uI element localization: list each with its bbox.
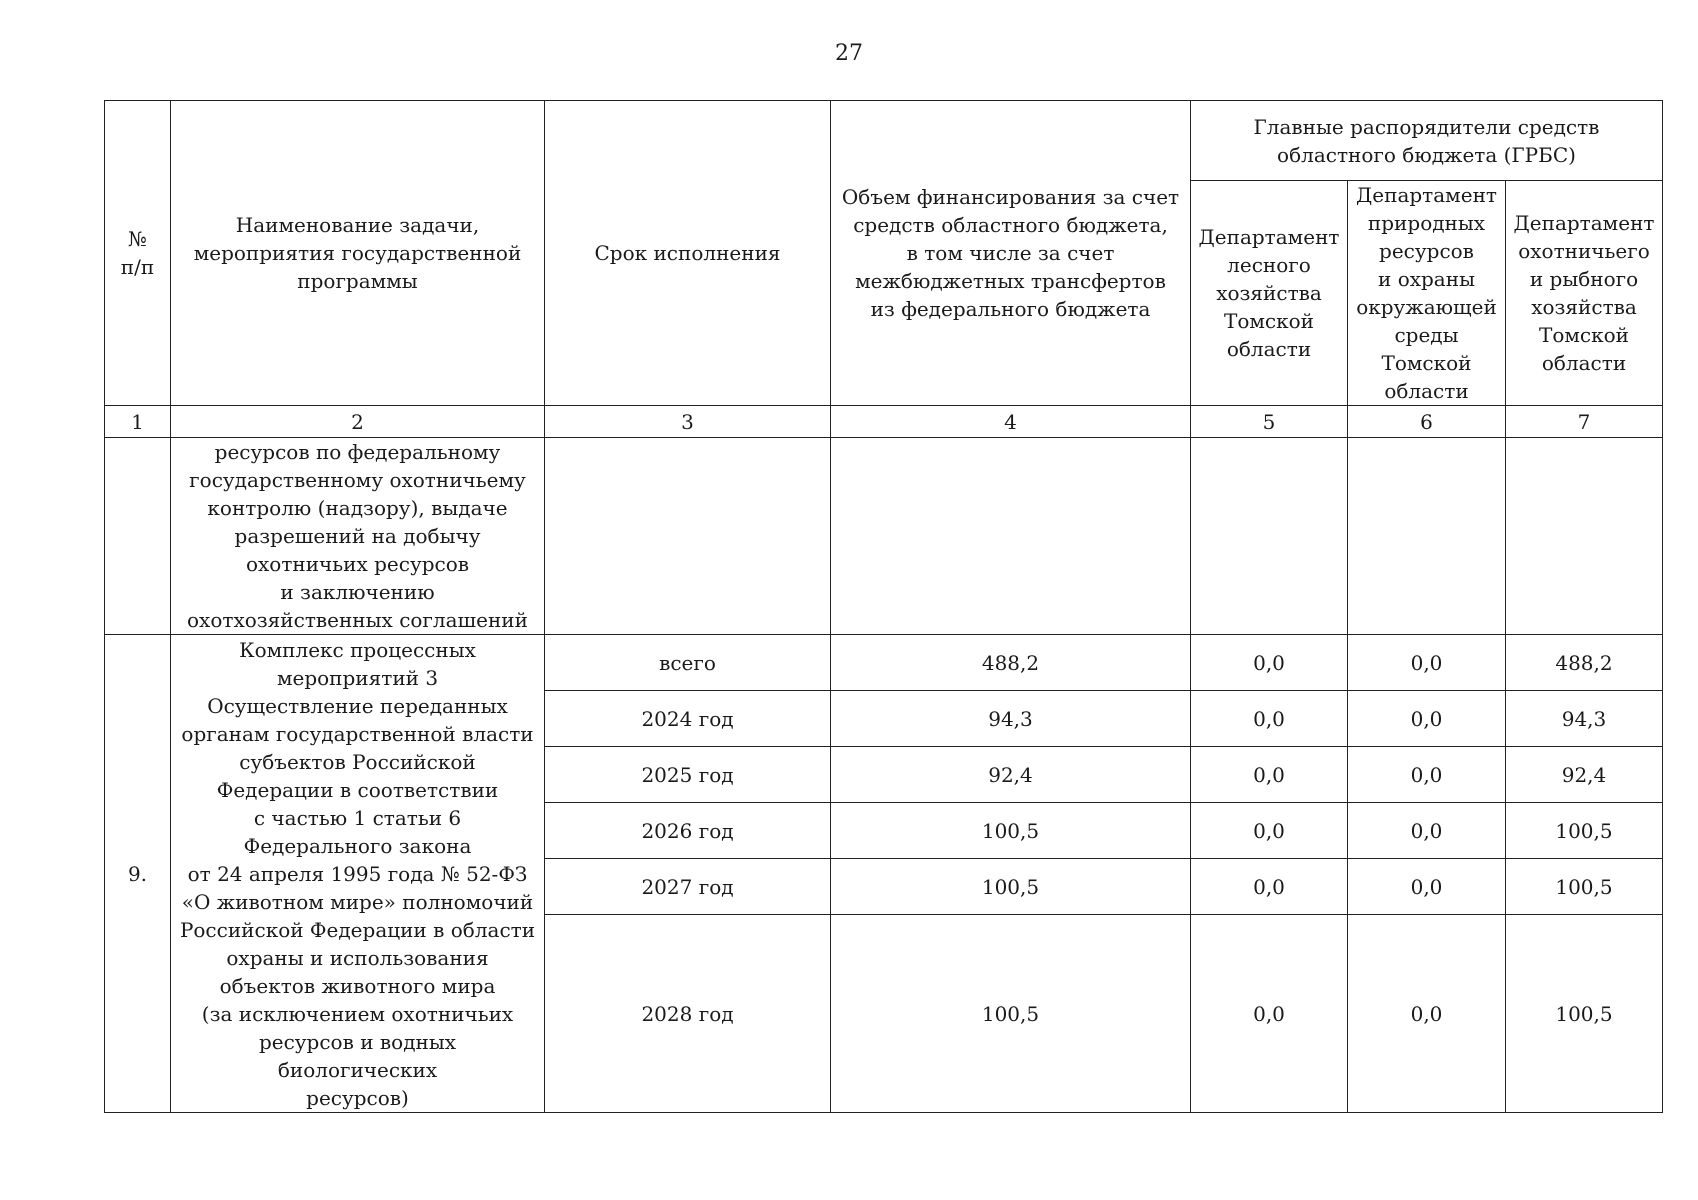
- term-cell: 2028 год: [545, 915, 831, 1113]
- header-financing-volume: Объем финансирования за счет средств областного бюджета, в том числе за счет межбюджетных трансфертов из федерального бюджета: [831, 101, 1191, 406]
- header-term: Срок исполнения: [545, 101, 831, 406]
- page-number: 27: [835, 41, 863, 66]
- nature-dept-cell: 0,0: [1348, 859, 1506, 915]
- hunting-dept-cell: 100,5: [1506, 859, 1663, 915]
- volume-cell: 94,3: [831, 691, 1191, 747]
- forest-dept-cell: 0,0: [1191, 691, 1348, 747]
- header-number: № п/п: [105, 101, 171, 406]
- continuation-number: [105, 438, 171, 635]
- term-cell: 2026 год: [545, 803, 831, 859]
- item-task-name: Комплекс процессных мероприятий 3 Осуществление переданных органам государственной власти субъектов Российской Федерации в соответствии с частью 1 статьи 6 Федерального закона от 24 апреля 1995 года № 52-ФЗ «О животном мире» полномочий Российской Федерации в области охраны и использования объектов животного мира (за исключением охотничьих ресурсов и водных биологических ресурсов): [171, 635, 545, 1113]
- header-grbs-group: Главные распорядители средств областного бюджета (ГРБС): [1191, 101, 1663, 181]
- column-number: 2: [171, 406, 545, 438]
- column-number-row: [105, 406, 1663, 438]
- hunting-dept-cell: 100,5: [1506, 803, 1663, 859]
- hunting-dept-cell: 100,5: [1506, 915, 1663, 1113]
- empty-cell: [831, 438, 1191, 635]
- budget-table: [104, 100, 1663, 1113]
- empty-cell: [1348, 438, 1506, 635]
- header-row: [105, 101, 1663, 181]
- term-cell: всего: [545, 635, 831, 691]
- empty-cell: [545, 438, 831, 635]
- column-number: 4: [831, 406, 1191, 438]
- hunting-dept-cell: 92,4: [1506, 747, 1663, 803]
- column-number: 3: [545, 406, 831, 438]
- nature-dept-cell: 0,0: [1348, 691, 1506, 747]
- column-number: 5: [1191, 406, 1348, 438]
- header-task-name: Наименование задачи, мероприятия государственной программы: [171, 101, 545, 406]
- empty-cell: [1506, 438, 1663, 635]
- term-cell: 2024 год: [545, 691, 831, 747]
- volume-cell: 100,5: [831, 915, 1191, 1113]
- table-row-total: [105, 635, 1663, 691]
- forest-dept-cell: 0,0: [1191, 803, 1348, 859]
- header-grbs-nature: Департамент природных ресурсов и охраны окружающей среды Томской области: [1348, 181, 1506, 406]
- column-number: 7: [1506, 406, 1663, 438]
- column-number: 6: [1348, 406, 1506, 438]
- volume-cell: 488,2: [831, 635, 1191, 691]
- forest-dept-cell: 0,0: [1191, 747, 1348, 803]
- forest-dept-cell: 0,0: [1191, 915, 1348, 1113]
- column-number: 1: [105, 406, 171, 438]
- nature-dept-cell: 0,0: [1348, 803, 1506, 859]
- hunting-dept-cell: 488,2: [1506, 635, 1663, 691]
- empty-cell: [1191, 438, 1348, 635]
- header-grbs-forest: Департамент лесного хозяйства Томской области: [1191, 181, 1348, 406]
- continuation-task-name: ресурсов по федеральному государственному охотничьему контролю (надзору), выдаче разрешений на добычу охотничьих ресурсов и заключению охотхозяйственных соглашений: [171, 438, 545, 635]
- nature-dept-cell: 0,0: [1348, 635, 1506, 691]
- volume-cell: 100,5: [831, 803, 1191, 859]
- volume-cell: 92,4: [831, 747, 1191, 803]
- nature-dept-cell: 0,0: [1348, 915, 1506, 1113]
- nature-dept-cell: 0,0: [1348, 747, 1506, 803]
- continuation-row: [105, 438, 1663, 635]
- forest-dept-cell: 0,0: [1191, 859, 1348, 915]
- term-cell: 2025 год: [545, 747, 831, 803]
- header-grbs-hunting: Департамент охотничьего и рыбного хозяйства Томской области: [1506, 181, 1663, 406]
- volume-cell: 100,5: [831, 859, 1191, 915]
- hunting-dept-cell: 94,3: [1506, 691, 1663, 747]
- forest-dept-cell: 0,0: [1191, 635, 1348, 691]
- item-number: 9.: [105, 635, 171, 1113]
- term-cell: 2027 год: [545, 859, 831, 915]
